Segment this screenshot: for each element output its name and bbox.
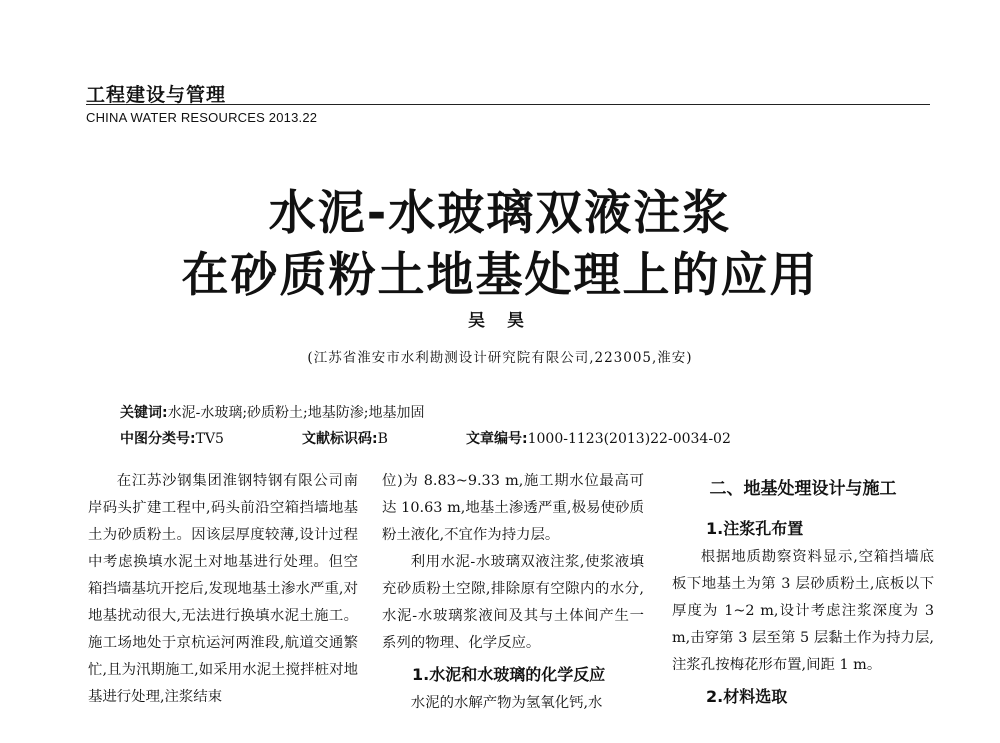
article-title-line-2: 在砂质粉土地基处理上的应用 [181, 248, 819, 303]
subsection-heading: 2.材料选取 [706, 687, 788, 706]
document-code-label: 文献标识码: [302, 431, 378, 447]
author-name: 吴 昊 [468, 311, 532, 331]
header-divider [86, 104, 930, 105]
body-column-1 [88, 468, 358, 711]
clc-line [120, 428, 224, 448]
body-paragraph: 位)为 8.83~9.33 m,施工期水位最高可达 10.63 m,地基土渗透严重,极易使砂质粉土液化,不宜作为持力层。 [382, 473, 644, 543]
subsection-heading: 1.注浆孔布置 [706, 519, 804, 538]
subsection-heading: 1.水泥和水玻璃的化学反应 [412, 665, 606, 684]
journal-section-name: 工程建设与管理 [86, 84, 227, 106]
journal-name-issue: CHINA WATER RESOURCES 2013.22 [86, 110, 318, 125]
clc-value: TV5 [195, 431, 224, 447]
article-number-line [466, 428, 731, 448]
author-affiliation: (江苏省淮安市水利勘测设计研究院有限公司,223005,淮安) [307, 350, 693, 366]
section-heading: 二、地基处理设计与施工 [709, 479, 897, 499]
body-paragraph: 在江苏沙钢集团淮钢特钢有限公司南岸码头扩建工程中,码头前沿空箱挡墙地基土为砂质粉土。因该层厚度较薄,设计过程中考虑换填水泥土对地基进行处理。但空箱挡墙基坑开挖后,发现地基土渗水严重,对地基扰动很大,无法进行换填水泥土施工。施工场地处于京杭运河两淮段,航道交通繁忙,且为汛期施工,如采用水泥土搅拌桩对地基进行处理,注浆结束 [88, 473, 358, 705]
body-column-2 [382, 468, 644, 717]
keywords-label: 关键词: [120, 405, 168, 421]
clc-label: 中图分类号: [120, 431, 196, 447]
article-number-label: 文章编号: [466, 431, 528, 447]
body-paragraph: 利用水泥-水玻璃双液注浆,使浆液填充砂质粉土空隙,排除原有空隙内的水分,水泥-水玻璃浆液间及其与土体间产生一系列的物理、化学反应。 [382, 554, 644, 651]
document-code-line [302, 428, 388, 448]
body-paragraph: 根据地质勘察资料显示,空箱挡墙底板下地基土为第 3 层砂质粉土,底板以下厚度为 1~2 m,设计考虑注浆深度为 3 m,击穿第 3 层至第 5 层黏土作为持力层,注浆孔按梅花形布置,间距 1 m。 [672, 549, 934, 673]
body-paragraph: 水泥的水解产物为氢氧化钙,水 [410, 695, 603, 711]
body-column-3 [672, 468, 934, 712]
keywords-line [120, 402, 425, 422]
keywords-value: 水泥-水玻璃;砂质粉土;地基防渗;地基加固 [167, 405, 425, 421]
article-title-line-1: 水泥-水玻璃双液注浆 [268, 186, 732, 241]
article-number-value: 1000-1123(2013)22-0034-02 [527, 431, 731, 447]
document-code-value: B [377, 431, 388, 447]
